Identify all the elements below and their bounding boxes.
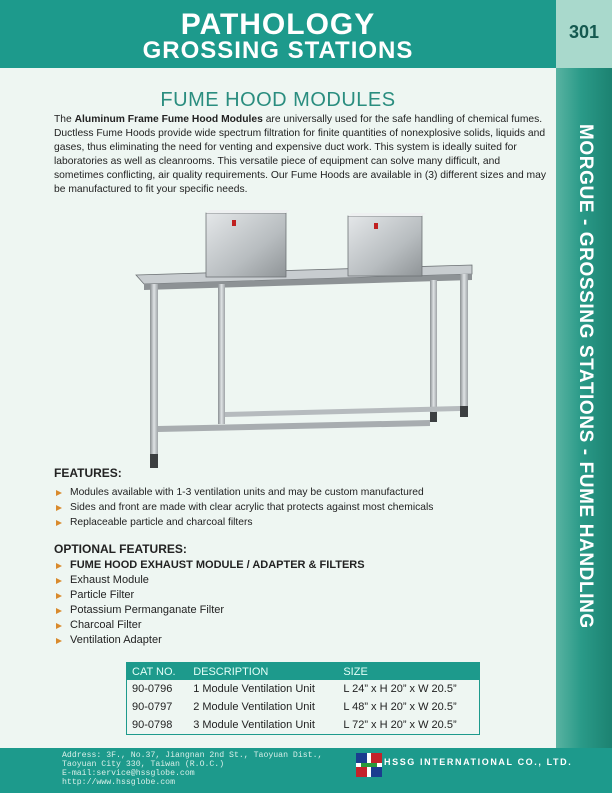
sidebar-label: MORGUE - GROSSING STATIONS - FUME HANDLING bbox=[575, 124, 596, 629]
optional-features-list bbox=[54, 558, 365, 648]
optional-item: FUME HOOD EXHAUST MODULE / ADAPTER & FILTERS bbox=[54, 558, 365, 573]
intro-bold: Aluminum Frame Fume Hood Modules bbox=[74, 114, 263, 125]
cell-size: L 48” x H 20” x W 20.5” bbox=[343, 701, 457, 713]
table-row bbox=[127, 680, 480, 698]
fume-hood-table-image bbox=[130, 200, 490, 480]
bullet-arrow-icon bbox=[56, 608, 62, 614]
section-title: FUME HOOD MODULES bbox=[160, 89, 396, 111]
cell-cat-no: 90-0797 bbox=[132, 701, 173, 713]
cell-description: 3 Module Ventilation Unit bbox=[193, 719, 315, 731]
footer-address bbox=[62, 751, 322, 787]
cell-description: 2 Module Ventilation Unit bbox=[193, 701, 315, 713]
features-heading: FEATURES: bbox=[54, 466, 122, 480]
bullet-arrow-icon bbox=[56, 520, 62, 526]
optional-item: Exhaust Module bbox=[54, 573, 365, 588]
address-line: Taoyuan City 330, Taiwan (R.O.C.) bbox=[62, 760, 225, 769]
feature-item: Modules available with 1-3 ventilation units and may be custom manufactured bbox=[54, 485, 433, 500]
intro-text: are universally used for the safe handling of chemical fumes. Ductless Fume Hoods provide wide spectrum filtration for finite quantities of nonexplosive solids, liquids and gases, thus eliminating the need for venting and expensive duct work. This system is ideally suited for laboratories as well as cleanrooms. This versatile piece of equipment can solve many difficult, and sometimes conflicting, air quality requirements. Our Fume Hoods are available in (3) different sizes and may be manufactured to fit your specific needs. bbox=[54, 114, 546, 195]
table-header-row bbox=[127, 663, 480, 681]
cell-size: L 72” x H 20” x W 20.5” bbox=[343, 719, 457, 731]
optional-features-heading: OPTIONAL FEATURES: bbox=[54, 542, 187, 556]
page-header bbox=[0, 0, 556, 68]
email-line: E-mail:service@hssglobe.com bbox=[62, 769, 195, 778]
company-name: HSSG INTERNATIONAL CO., LTD. bbox=[384, 757, 573, 767]
bullet-arrow-icon bbox=[56, 578, 62, 584]
hssg-logo-icon bbox=[356, 753, 382, 777]
col-size: SIZE bbox=[338, 663, 479, 681]
catalog-table bbox=[126, 662, 480, 735]
cell-size: L 24” x H 20” x W 20.5” bbox=[343, 683, 457, 695]
header-title-line2: GROSSING STATIONS bbox=[142, 37, 414, 64]
bullet-arrow-icon bbox=[56, 505, 62, 511]
table-row bbox=[127, 698, 480, 716]
optional-item: Ventilation Adapter bbox=[54, 633, 365, 648]
bullet-arrow-icon bbox=[56, 623, 62, 629]
bullet-arrow-icon bbox=[56, 593, 62, 599]
bullet-arrow-icon bbox=[56, 638, 62, 644]
intro-paragraph bbox=[54, 113, 548, 197]
feature-item: Sides and front are made with clear acrylic that protects against most chemicals bbox=[54, 500, 433, 515]
feature-item: Replaceable particle and charcoal filters bbox=[54, 515, 433, 530]
header-title-line1: PATHOLOGY bbox=[180, 8, 376, 41]
features-list bbox=[54, 485, 433, 530]
bullet-arrow-icon bbox=[56, 563, 62, 569]
website-line: http://www.hssglobe.com bbox=[62, 778, 176, 787]
optional-item: Particle Filter bbox=[54, 588, 365, 603]
intro-prefix: The bbox=[54, 114, 75, 125]
bullet-arrow-icon bbox=[56, 490, 62, 496]
page-number: 301 bbox=[556, 0, 612, 68]
col-cat-no: CAT NO. bbox=[127, 663, 189, 681]
col-description: DESCRIPTION bbox=[188, 663, 338, 681]
optional-item: Charcoal Filter bbox=[54, 618, 365, 633]
address-line: Address: 3F., No.37, Jiangnan 2nd St., Taoyuan Dist., bbox=[62, 751, 323, 760]
cell-cat-no: 90-0796 bbox=[132, 683, 173, 695]
cell-cat-no: 90-0798 bbox=[132, 719, 173, 731]
table-row bbox=[127, 716, 480, 735]
cell-description: 1 Module Ventilation Unit bbox=[193, 683, 315, 695]
optional-item: Potassium Permanganate Filter bbox=[54, 603, 365, 618]
